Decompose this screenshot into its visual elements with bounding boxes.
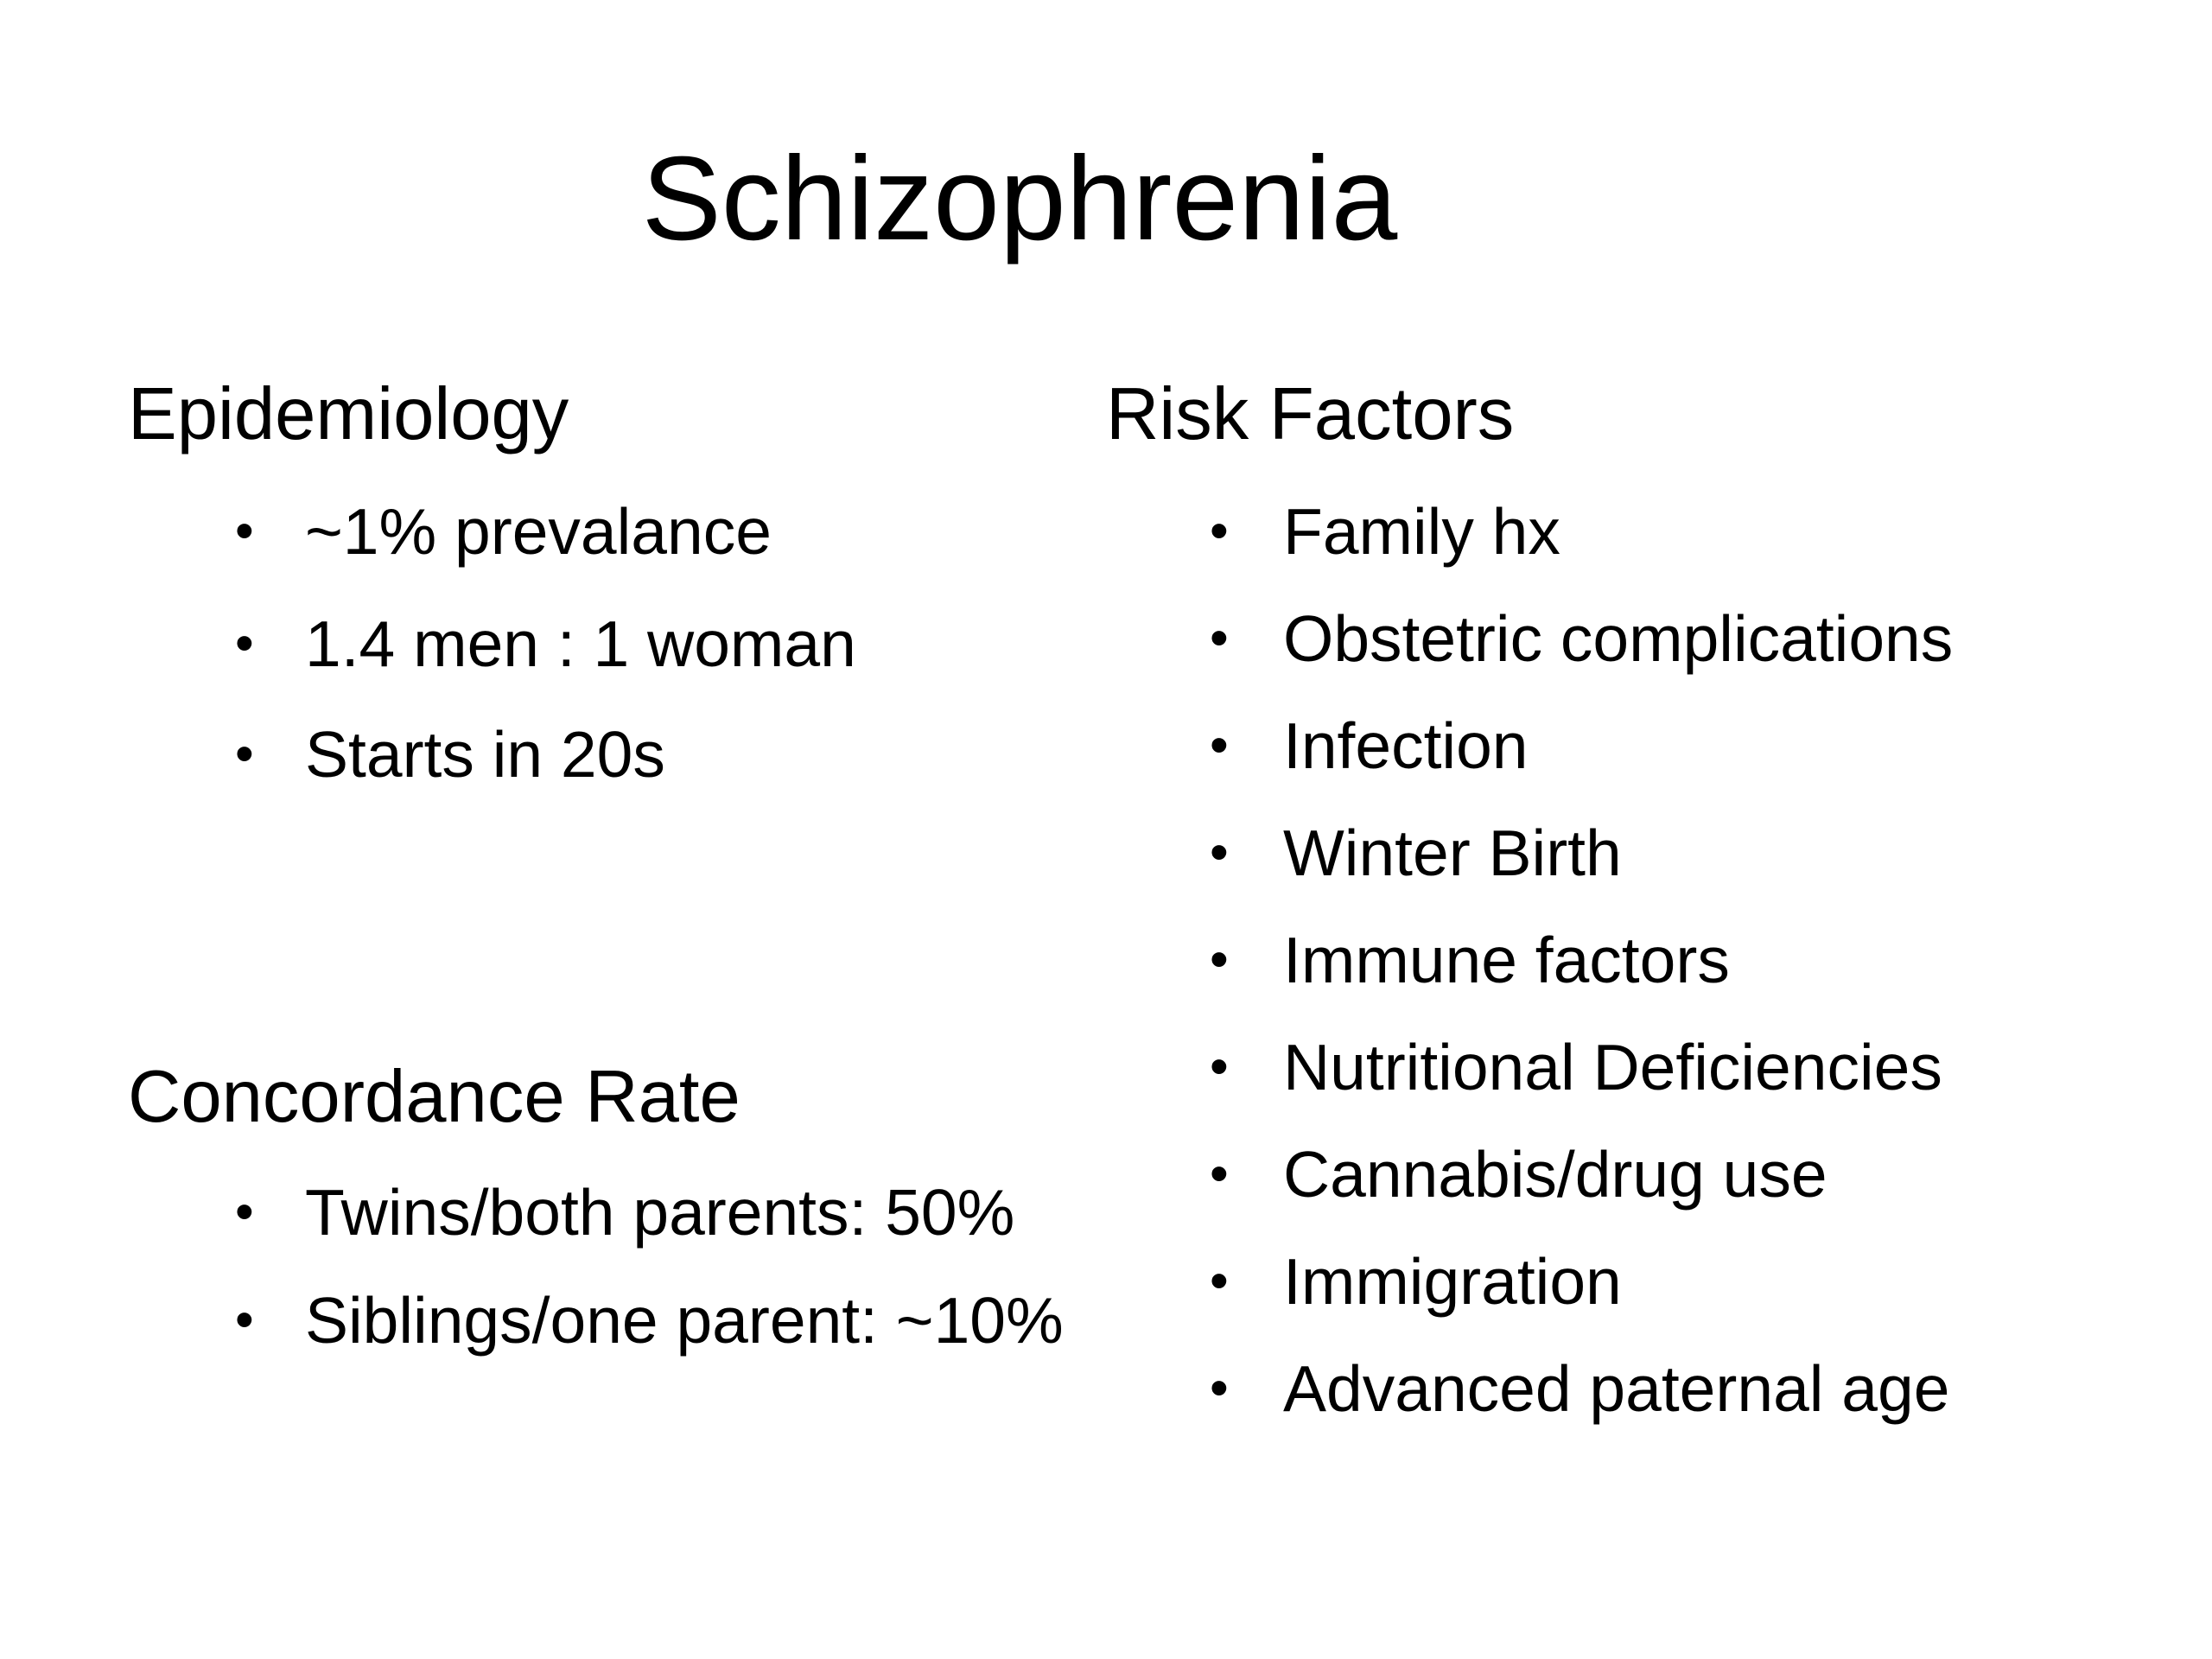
list-item — [235, 605, 856, 683]
bullet-icon: • — [1210, 608, 1229, 668]
list-item — [235, 1281, 1064, 1359]
bullet-icon: • — [235, 1182, 254, 1242]
list-item — [235, 715, 856, 793]
list-item — [235, 493, 856, 570]
list-item — [1210, 1135, 1953, 1213]
bullet-icon: • — [1210, 1144, 1229, 1204]
list-item-text: Family hx — [1283, 495, 1560, 568]
risk-factors-list — [1210, 493, 1953, 1457]
bullet-icon: • — [1210, 1358, 1229, 1418]
list-item-text: Twins/both parents: 50% — [305, 1176, 1015, 1249]
bullet-icon: • — [1210, 930, 1229, 989]
list-item-text: Immune factors — [1283, 924, 1730, 996]
list-item — [1210, 493, 1953, 570]
list-item — [1210, 1243, 1953, 1320]
epidemiology-list — [235, 493, 856, 828]
list-item-text: Siblings/one parent: ~10% — [305, 1284, 1064, 1357]
bullet-icon: • — [1210, 501, 1229, 561]
list-item-text: Nutritional Deficiencies — [1283, 1031, 1942, 1103]
list-item-text: Obstetric complications — [1283, 602, 1954, 675]
bullet-icon: • — [1210, 823, 1229, 882]
bullet-icon: • — [235, 501, 254, 561]
bullet-icon: • — [235, 613, 254, 673]
list-item — [1210, 1350, 1953, 1427]
epidemiology-heading: Epidemiology — [128, 373, 569, 455]
list-item — [1210, 921, 1953, 999]
list-item-text: Starts in 20s — [305, 718, 665, 791]
bullet-icon: • — [1210, 1037, 1229, 1096]
list-item-text: 1.4 men : 1 woman — [305, 607, 856, 680]
list-item-text: Cannabis/drug use — [1283, 1138, 1827, 1211]
list-item — [1210, 1028, 1953, 1106]
slide-title: Schizophrenia — [641, 132, 1398, 265]
list-item-text: Winter Birth — [1283, 817, 1622, 889]
concordance-heading: Concordance Rate — [128, 1056, 741, 1138]
list-item — [1210, 814, 1953, 892]
list-item — [1210, 600, 1953, 677]
list-item-text: Advanced paternal age — [1283, 1352, 1950, 1425]
list-item-text: Immigration — [1283, 1245, 1622, 1318]
list-item — [1210, 707, 1953, 785]
list-item-text: ~1% prevalance — [305, 495, 772, 568]
bullet-icon: • — [1210, 1251, 1229, 1311]
bullet-icon: • — [1210, 715, 1229, 775]
list-item-text: Infection — [1283, 709, 1529, 782]
bullet-icon: • — [235, 724, 254, 784]
risk-factors-heading: Risk Factors — [1106, 373, 1515, 455]
concordance-list — [235, 1173, 1064, 1389]
list-item — [235, 1173, 1064, 1251]
bullet-icon: • — [235, 1290, 254, 1350]
